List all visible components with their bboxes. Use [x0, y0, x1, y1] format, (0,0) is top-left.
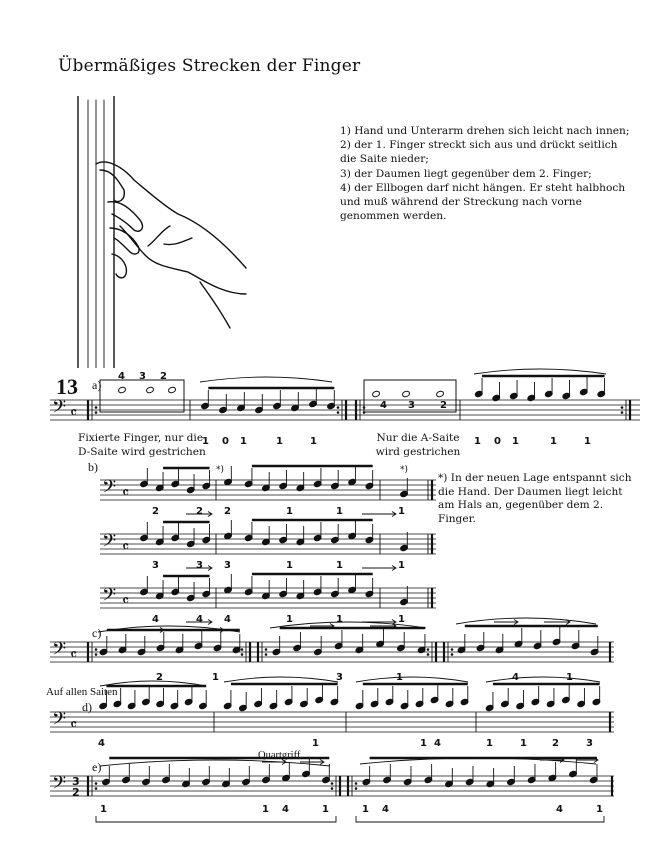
- fingering-d: 1: [486, 738, 493, 749]
- repeat-dot: [95, 648, 98, 651]
- bracket-e1: [96, 816, 336, 822]
- fingering-b1: 2: [196, 506, 203, 517]
- instruction-4: 4) der Ellbogen darf nicht hängen. Er steht halbhoch und muß während der Streckung nach vorne genommen werden.: [340, 181, 626, 223]
- fixed-finger-box: [100, 380, 184, 412]
- repeat-dot: [95, 411, 98, 414]
- repeat-dot: [265, 648, 268, 651]
- fingering-a-run1: 0: [222, 436, 229, 447]
- section-label-b: b): [88, 460, 98, 474]
- whole-note: [146, 386, 155, 393]
- fingering-e: 1: [362, 804, 369, 815]
- repeat-dot: [451, 648, 454, 651]
- fingering-a-run2: 1: [550, 436, 557, 447]
- slur-e1: [100, 760, 330, 766]
- fingering-digit: 2: [159, 371, 181, 382]
- repeat-dot: [265, 653, 268, 656]
- fingering-b1: 1: [336, 506, 343, 517]
- bass-clef: 𝄢: [52, 639, 67, 664]
- slur-d2: [224, 677, 338, 682]
- fingering-b2: 1: [398, 560, 405, 571]
- whole-note: [402, 390, 411, 397]
- fingering-a-run2: 1: [474, 436, 481, 447]
- fingering-e: 4: [382, 804, 389, 815]
- fingering-d: 4: [98, 738, 105, 749]
- fingering-d: 1: [312, 738, 319, 749]
- time-sig-2: 2: [72, 786, 80, 799]
- fingering-a-box1: [118, 371, 181, 382]
- section-label-c: c): [92, 626, 102, 640]
- bracket-e2: [356, 816, 604, 822]
- fingering-c: 1: [212, 672, 219, 683]
- bass-clef: 𝄢: [52, 709, 67, 734]
- quartgriff-label: Quartgriff: [258, 750, 301, 761]
- repeat-dot: [337, 406, 340, 409]
- fingering-b2: 3: [152, 560, 159, 571]
- section-label-e: e): [92, 760, 102, 774]
- repeat-dot: [427, 648, 430, 651]
- fingering-d: 4: [434, 738, 441, 749]
- fingering-b3: 4: [152, 614, 159, 625]
- whole-note: [118, 386, 127, 393]
- slur-c3: [456, 618, 596, 624]
- repeat-dot: [241, 653, 244, 656]
- fingering-c: 1: [396, 672, 403, 683]
- bass-clef: 𝄢: [102, 585, 117, 610]
- exercise-number: 13: [56, 374, 78, 399]
- repeat-dot: [95, 787, 98, 790]
- new-position-note: *) In der neuen Lage entspannt sich die Hand. Der Daumen liegt leicht am Hals an, gegenüber dem 2. Finger.: [438, 472, 632, 525]
- fingering-b2: 1: [336, 560, 343, 571]
- a-string-only-note: Nur die A-Saite wird gestrichen: [375, 432, 461, 458]
- common-time: 𝄴: [122, 537, 130, 556]
- instruction-2: 2) der 1. Finger streckt sich aus und drückt seitlich die Saite nieder;: [340, 139, 618, 166]
- slur-a1: [200, 377, 332, 382]
- fingering-b2: 3: [196, 560, 203, 571]
- fingering-d: 2: [552, 738, 559, 749]
- fingering-d: 1: [420, 738, 427, 749]
- repeat-dot: [355, 787, 358, 790]
- section-label-d: d): [82, 700, 92, 714]
- common-time: 𝄴: [70, 645, 78, 664]
- bass-clef: 𝄢: [52, 397, 67, 422]
- fingering-d: 3: [586, 738, 593, 749]
- repeat-dot: [355, 782, 358, 785]
- fingering-b3: 4: [196, 614, 203, 625]
- fingering-b1: 1: [286, 506, 293, 517]
- repeat-dot: [331, 782, 334, 785]
- fingering-a-run2: 1: [584, 436, 591, 447]
- fingering-a-run1: 1: [202, 436, 209, 447]
- fingering-b1: 2: [152, 506, 159, 517]
- asterisk-mark: *): [400, 465, 409, 475]
- fingering-b2: 3: [224, 560, 231, 571]
- section-label-a: a): [92, 378, 102, 392]
- fingering-e: 4: [556, 804, 563, 815]
- fingering-d: 1: [520, 738, 527, 749]
- fingering-e: 1: [100, 804, 107, 815]
- fingering-a-box2: 2: [440, 400, 447, 411]
- fingering-a-box2: 3: [408, 400, 415, 411]
- common-time: 𝄴: [122, 483, 130, 502]
- asterisk-mark: *): [216, 465, 225, 475]
- slur-a2: [474, 369, 606, 374]
- all-strings-note: Auf allen Saiten: [46, 686, 118, 698]
- fingering-c: 4: [512, 672, 519, 683]
- fingering-b2: 1: [286, 560, 293, 571]
- fingering-a-box2: 4: [380, 400, 387, 411]
- fingering-e: 1: [322, 804, 329, 815]
- common-time: 𝄴: [70, 403, 78, 422]
- fingering-e: 4: [282, 804, 289, 815]
- instruction-1: 1) Hand und Unterarm drehen sich leicht nach innen;: [340, 125, 630, 137]
- fingering-b1: 2: [224, 506, 231, 517]
- fingering-b1: 1: [398, 506, 405, 517]
- fingering-b3: 1: [398, 614, 405, 625]
- fingering-c: 3: [336, 672, 343, 683]
- fingering-a-run1: 1: [240, 436, 247, 447]
- fingering-e: 1: [596, 804, 603, 815]
- repeat-dot: [337, 411, 340, 414]
- common-time: 𝄴: [70, 715, 78, 734]
- repeat-dot: [331, 787, 334, 790]
- fingering-a-run1: 1: [276, 436, 283, 447]
- fingering-b3: 1: [286, 614, 293, 625]
- fingering-b3: 1: [336, 614, 343, 625]
- whole-note: [372, 390, 381, 397]
- slur-d3: [356, 677, 468, 682]
- bass-clef: 𝄢: [102, 531, 117, 556]
- fingering-c: 2: [156, 672, 163, 683]
- fingering-a-run2: 0: [494, 436, 501, 447]
- repeat-dot: [95, 782, 98, 785]
- fingering-digit: 3: [138, 371, 160, 382]
- time-sig-3: 3: [72, 775, 80, 788]
- fingering-digit: 4: [118, 371, 139, 382]
- repeat-dot: [451, 653, 454, 656]
- repeat-dot: [95, 406, 98, 409]
- repeat-dot: [621, 411, 624, 414]
- fingering-e: 1: [262, 804, 269, 815]
- instruction-3: 3) der Daumen liegt gegenüber dem 2. Finger;: [340, 167, 592, 180]
- repeat-dot: [427, 653, 430, 656]
- whole-note: [436, 390, 445, 397]
- page-title: Übermäßiges Strecken der Finger: [58, 56, 361, 76]
- whole-note: [168, 386, 177, 393]
- common-time: 𝄴: [122, 591, 130, 610]
- repeat-dot: [621, 406, 624, 409]
- bass-clef: 𝄢: [52, 773, 67, 798]
- bass-clef: 𝄢: [102, 477, 117, 502]
- fingering-b3: 4: [224, 614, 231, 625]
- repeat-dot: [95, 653, 98, 656]
- fingering-a-run1: 1: [310, 436, 317, 447]
- fingering-c: 1: [566, 672, 573, 683]
- fixed-fingers-note: Fixierte Finger, nur die D-Saite wird gestrichen: [78, 432, 206, 458]
- repeat-dot: [241, 648, 244, 651]
- fingering-a-run2: 1: [512, 436, 519, 447]
- slur-d4: [486, 677, 600, 682]
